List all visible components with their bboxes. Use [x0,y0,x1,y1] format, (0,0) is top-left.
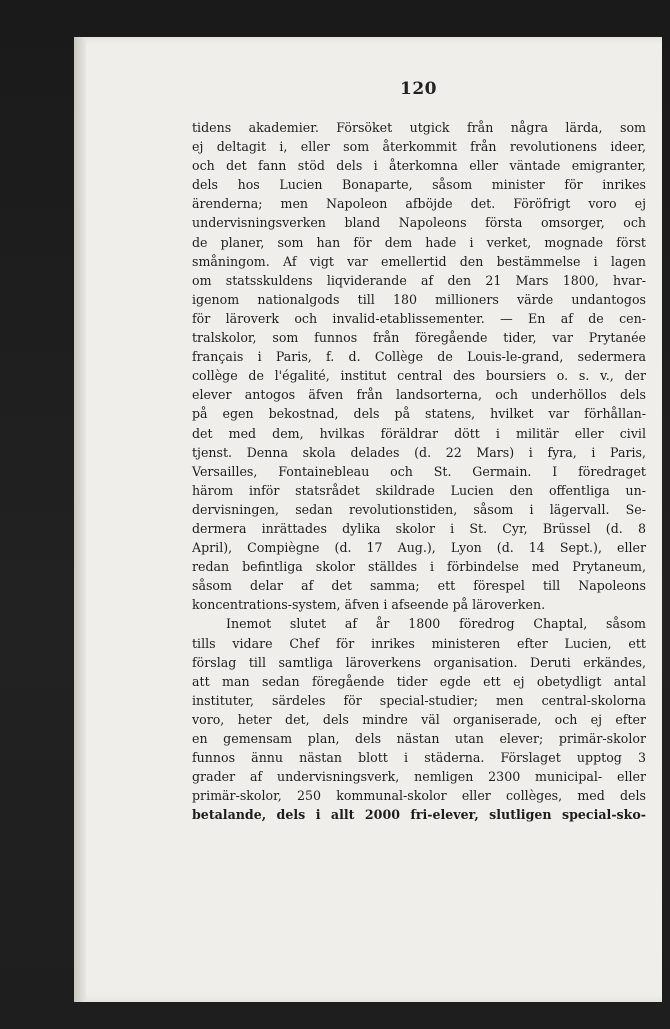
text-line: det med dem, hvilkas föräldrar dött i militär eller civil [192,425,646,441]
text-line: ärenderna; men Napoleon afböjde det. Föröfrigt voro ej [192,196,646,212]
text-line: på egen bekostnad, dels på statens, hvilket var förhållan- [192,406,646,422]
text-line: småningom. Af vigt var emellertid den bestämmelse i lagen [192,253,646,269]
text-line: instituter, särdeles för special-studier; men central-skolorna [192,692,646,708]
text-line: April), Compiègne (d. 17 Aug.), Lyon (d. 14 Sept.), eller [192,540,646,556]
text-line: tjenst. Denna skola delades (d. 22 Mars) i fyra, i Paris, [192,444,646,460]
text-line: primär-skolor, 250 kommunal-skolor eller collèges, med dels [192,788,646,804]
text-line: om statsskuldens liqviderande af den 21 Mars 1800, hvar- [192,272,646,288]
text-line: grader af undervisningsverk, nemligen 2300 municipal- eller [192,769,646,785]
text-line: français i Paris, f. d. Collège de Louis-le-grand, sedermera [192,349,646,365]
body-text [192,118,646,824]
text-line: undervisningsverken bland Napoleons första omsorger, och [192,215,646,231]
text-line: betalande, dels i allt 2000 fri-elever, slutligen special-sko- [192,807,646,823]
text-line: en gemensam plan, dels nästan utan elever; primär-skolor [192,731,646,746]
text-line: de planer, som han för dem hade i verket, mognade först [192,234,646,250]
text-line: härom inför statsrådet skildrade Lucien den offentliga un- [192,482,646,498]
text-line: dervisningen, sedan revolutionstiden, såsom i lägervall. Se- [192,501,646,517]
text-line: förslag till samtliga läroverkens organisation. Deruti erkändes, [192,654,646,670]
text-line: collège de l'égalité, institut central des boursiers o. s. v., der [192,368,646,384]
text-line: elever antogos äfven från landsorterna, och underhöllos dels [192,387,646,403]
page-gutter-shadow [74,37,86,1002]
text-line: Versailles, Fontainebleau och St. Germain. I föredraget [192,463,646,479]
text-line: funnos ännu nästan blott i städerna. Förslaget upptog 3 [192,750,646,766]
text-line: för läroverk och invalid-etablissementer. — En af de cen- [192,310,646,326]
text-line: dermera inrättades dylika skolor i St. Cyr, Brüssel (d. 8 [192,520,646,536]
text-line: tills vidare Chef för inrikes ministeren efter Lucien, ett [192,635,646,651]
text-line: tidens akademier. Försöket utgick från några lärda, som [192,120,646,135]
text-line: och det fann stöd dels i återkomna eller väntade emigranter, [192,158,646,174]
text-line: redan befintliga skolor ställdes i förbindelse med Prytaneum, [192,559,646,575]
text-line: ej deltagit i, eller som återkommit från revolutionens ideer, [192,139,646,155]
text-line: att man sedan föregående tider egde ett ej obetydligt antal [192,673,646,689]
text-line: igenom nationalgods till 180 millioners värde undantogos [192,291,646,307]
text-line: voro, heter det, dels mindre väl organiserade, och ej efter [192,711,646,727]
text-line: dels hos Lucien Bonaparte, såsom minister för inrikes [192,177,646,193]
page-number: 120 [400,79,437,99]
text-line: tralskolor, som funnos från föregående tider, var Prytanée [192,330,646,346]
text-line-paragraph-start: Inemot slutet af år 1800 föredrog Chaptal, såsom [226,616,646,632]
text-line: såsom delar af det samma; ett förespel till Napoleons [192,578,646,594]
text-line: koncentrations-system, äfven i afseende på läroverken. [192,597,546,613]
